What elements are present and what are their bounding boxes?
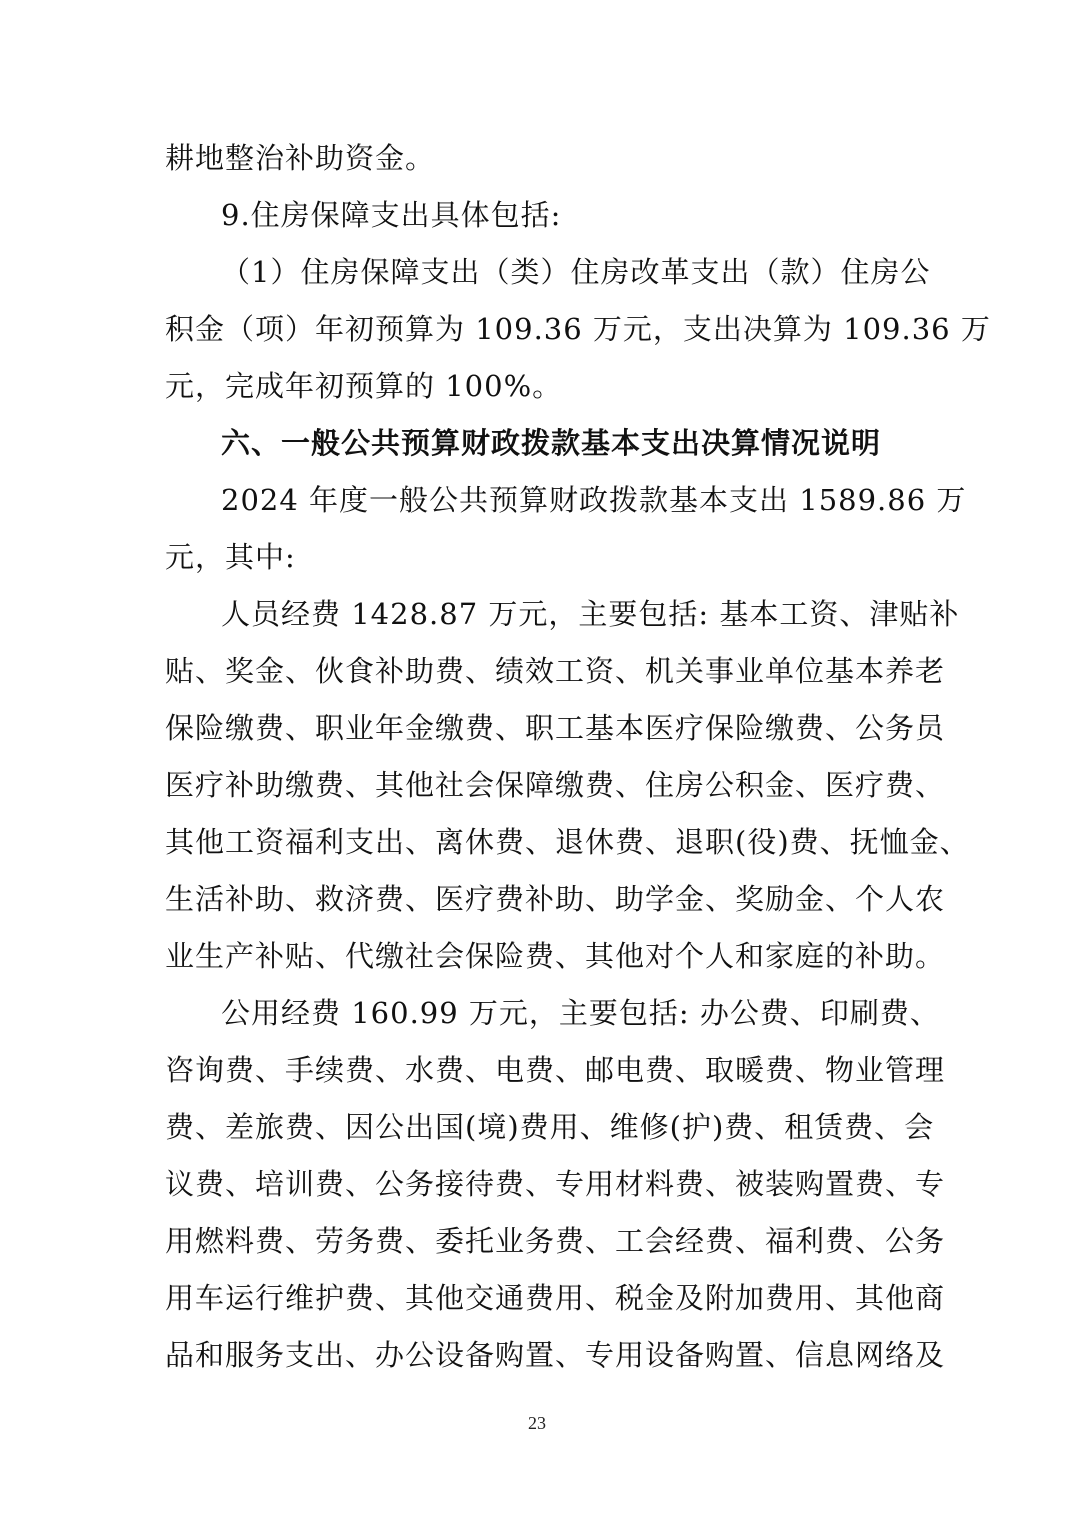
body-text-line: 生活补助、救济费、医疗费补助、助学金、奖励金、个人农 xyxy=(165,882,946,916)
body-text-line: （1）住房保障支出（类）住房改革支出（款）住房公 xyxy=(221,255,931,289)
body-text-line: 咨询费、手续费、水费、电费、邮电费、取暖费、物业管理 xyxy=(165,1053,946,1087)
body-text-line: 品和服务支出、办公设备购置、专用设备购置、信息网络及 xyxy=(165,1338,946,1372)
body-text-line: 耕地整治补助资金。 xyxy=(165,141,436,175)
body-text-line: 用燃料费、劳务费、委托业务费、工会经费、福利费、公务 xyxy=(165,1224,946,1258)
body-text-line: 医疗补助缴费、其他社会保障缴费、住房公积金、医疗费、 xyxy=(165,768,946,802)
page-number: 23 xyxy=(528,1413,546,1433)
section-item-title: 9.住房保障支出具体包括: xyxy=(221,198,562,232)
body-text-line: 公用经费 160.99 万元，主要包括: 办公费、印刷费、 xyxy=(221,996,940,1030)
body-text-line: 人员经费 1428.87 万元，主要包括: 基本工资、津贴补 xyxy=(221,597,960,631)
body-text-line: 元，完成年初预算的 100%。 xyxy=(165,369,563,403)
body-text-line: 保险缴费、职业年金缴费、职工基本医疗保险缴费、公务员 xyxy=(165,711,946,745)
body-text-line: 元，其中: xyxy=(165,540,296,574)
body-text-line: 业生产补贴、代缴社会保险费、其他对个人和家庭的补助。 xyxy=(165,939,946,973)
body-text-line: 用车运行维护费、其他交通费用、税金及附加费用、其他商 xyxy=(165,1281,946,1315)
section-heading: 六、一般公共预算财政拨款基本支出决算情况说明 xyxy=(221,426,882,460)
body-text-line: 2024 年度一般公共预算财政拨款基本支出 1589.86 万 xyxy=(221,483,967,517)
body-text-line: 费、差旅费、因公出国(境)费用、维修(护)费、租赁费、会 xyxy=(165,1110,935,1144)
body-text-line: 议费、培训费、公务接待费、专用材料费、被装购置费、专 xyxy=(165,1167,946,1201)
body-text-line: 其他工资福利支出、离休费、退休费、退职(役)费、抚恤金、 xyxy=(165,825,970,859)
body-text-line: 积金（项）年初预算为 109.36 万元，支出决算为 109.36 万 xyxy=(165,312,991,346)
body-text-line: 贴、奖金、伙食补助费、绩效工资、机关事业单位基本养老 xyxy=(165,654,946,688)
